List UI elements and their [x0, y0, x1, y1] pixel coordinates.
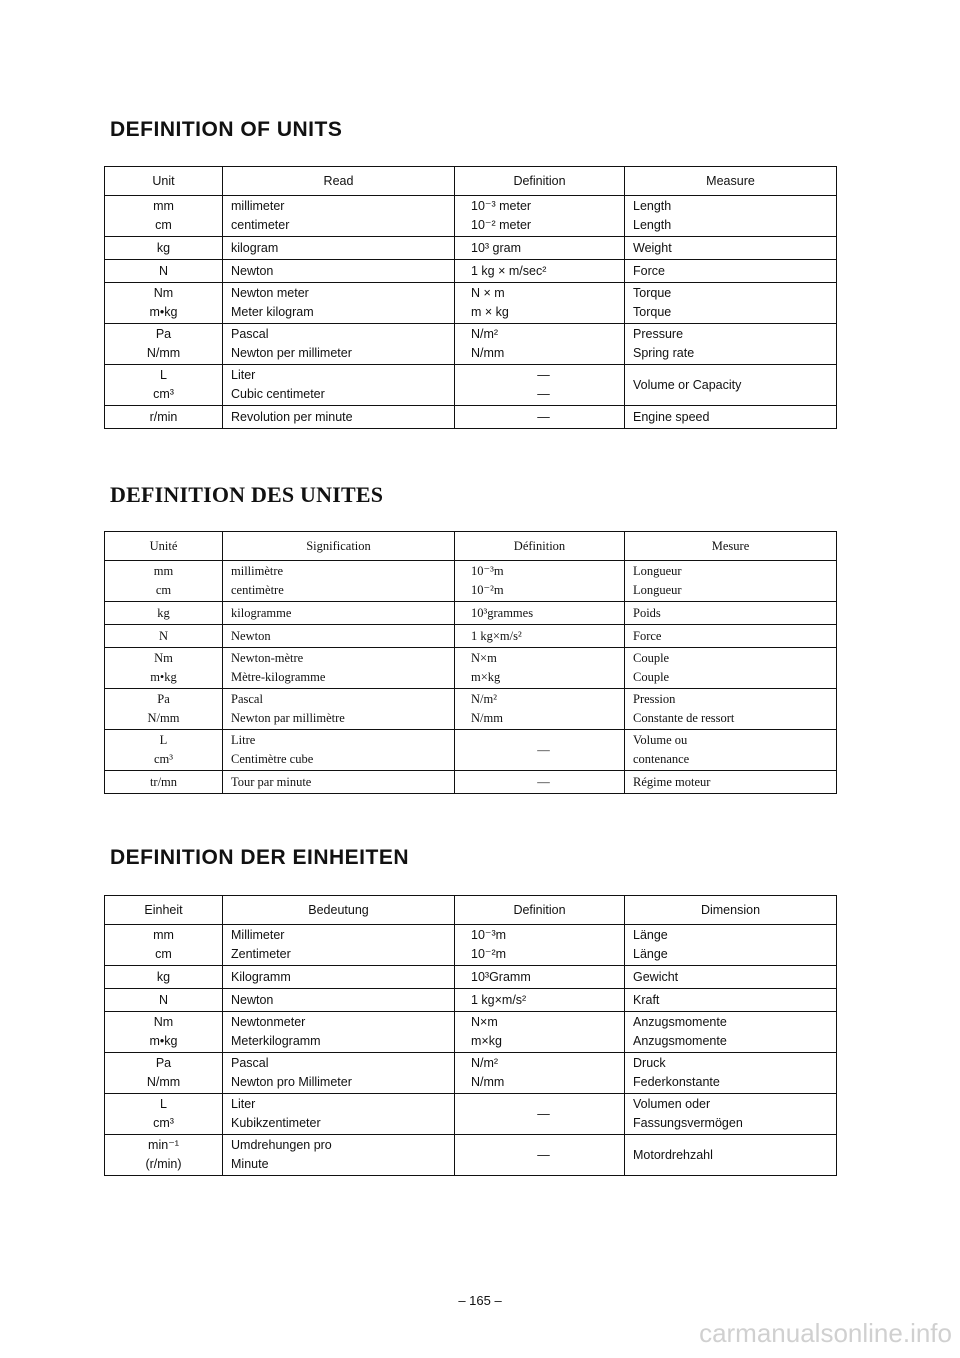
cell-read-line: Newton pro Millimeter: [231, 1075, 352, 1089]
cell-def-line: N/m²: [471, 1056, 499, 1070]
cell-read: [223, 771, 455, 794]
cell-measure: [625, 925, 837, 966]
cell-unit: [105, 237, 223, 260]
cell-unit-line: m•kg: [149, 305, 178, 319]
column-header: Unité: [105, 532, 223, 561]
cell-def: [455, 260, 625, 283]
cell-measure-line: Länge: [633, 928, 668, 942]
cell-unit-line: Pa: [155, 1056, 172, 1070]
cell-unit-line: cm³: [153, 1116, 174, 1130]
cell-read-line: Meterkilogramm: [231, 1034, 321, 1048]
cell-measure: [625, 730, 837, 771]
table-row: [105, 237, 837, 260]
cell-def-line: —: [537, 1147, 550, 1162]
cell-def-line: N × m: [471, 286, 505, 300]
cell-def-line: —: [537, 1106, 550, 1121]
cell-measure: [625, 283, 837, 324]
cell-measure-line: Volume or Capacity: [633, 377, 742, 392]
cell-read: [223, 625, 455, 648]
cell-unit-line: L: [160, 368, 167, 382]
cell-def: [455, 689, 625, 730]
cell-measure-line: Gewicht: [633, 969, 679, 984]
cell-unit: [105, 406, 223, 429]
column-header: Einheit: [105, 896, 223, 925]
cell-def-line: N/mm: [471, 346, 505, 360]
cell-unit: [105, 324, 223, 365]
cell-read-line: millimeter: [231, 199, 285, 213]
cell-unit-line: cm: [155, 218, 172, 232]
cell-measure-line: Couple: [633, 670, 670, 684]
cell-def: [455, 602, 625, 625]
cell-unit: [105, 625, 223, 648]
cell-unit: [105, 283, 223, 324]
cell-measure-line: Weight: [633, 240, 672, 255]
cell-unit: [105, 689, 223, 730]
section-title-de: DEFINITION DER EINHEITEN: [110, 846, 410, 869]
cell-measure: [625, 1135, 837, 1176]
cell-measure-line: Length: [633, 199, 672, 213]
cell-read: [223, 1053, 455, 1094]
cell-read-line: Mètre-kilogramme: [231, 670, 326, 684]
cell-measure-line: Constante de ressort: [633, 711, 735, 725]
page-number: – 165 –: [458, 1293, 502, 1308]
cell-def-line: —: [537, 368, 550, 382]
table-row: [105, 1053, 837, 1094]
table-row: [105, 730, 837, 771]
cell-def-line: 10³grammes: [471, 605, 534, 620]
cell-measure-line: Poids: [633, 605, 661, 620]
cell-read: [223, 283, 455, 324]
table-row: [105, 561, 837, 602]
cell-def-line: —: [537, 774, 550, 789]
cell-unit: [105, 1094, 223, 1135]
cell-measure-line: Length: [633, 218, 672, 232]
cell-measure: [625, 406, 837, 429]
cell-measure-line: Force: [633, 628, 662, 643]
cell-unit: [105, 730, 223, 771]
cell-unit: [105, 648, 223, 689]
cell-unit-line: cm: [155, 583, 172, 597]
cell-unit-line: L: [160, 1097, 167, 1111]
cell-def: [455, 561, 625, 602]
cell-unit: [105, 260, 223, 283]
cell-read-line: Kubikzentimeter: [231, 1116, 321, 1130]
column-header: Read: [223, 167, 455, 196]
cell-def: [455, 1094, 625, 1135]
cell-unit-line: mm: [153, 199, 174, 213]
cell-read-line: Newton: [231, 992, 274, 1007]
cell-unit-line: mm: [153, 564, 174, 578]
cell-read: [223, 324, 455, 365]
cell-read: [223, 1135, 455, 1176]
cell-read-line: Minute: [231, 1157, 269, 1171]
cell-unit-line: N/mm: [146, 346, 181, 360]
cell-unit-line: L: [159, 733, 168, 747]
cell-unit-line: Nm: [153, 1015, 174, 1029]
cell-unit: [105, 1012, 223, 1053]
cell-read-line: Pascal: [231, 692, 263, 706]
cell-def: [455, 406, 625, 429]
cell-read: [223, 406, 455, 429]
cell-measure-line: Pressure: [633, 327, 684, 341]
cell-measure-line: Torque: [633, 286, 672, 300]
table-row: [105, 689, 837, 730]
cell-def: [455, 625, 625, 648]
cell-measure: [625, 966, 837, 989]
cell-unit-line: Nm: [154, 651, 173, 665]
section-title-fr: DEFINITION DES UNITES: [110, 482, 384, 507]
cell-unit-line: (r/min): [145, 1157, 182, 1171]
cell-unit-line: N/mm: [146, 1075, 181, 1089]
cell-measure: [625, 1094, 837, 1135]
cell-read: [223, 730, 455, 771]
cell-def-line: N×m: [471, 651, 497, 665]
cell-read: [223, 925, 455, 966]
cell-read: [223, 365, 455, 406]
cell-def-line: 1 kg × m/sec²: [471, 263, 547, 278]
cell-def-line: 10⁻³m: [471, 564, 504, 578]
cell-def-line: 10³ gram: [471, 240, 522, 255]
cell-read-line: Cubic centimeter: [231, 387, 325, 401]
cell-read: [223, 1094, 455, 1135]
table-row: [105, 966, 837, 989]
cell-def-line: 10⁻² meter: [471, 218, 532, 232]
column-header: Signification: [223, 532, 455, 561]
cell-unit: [105, 561, 223, 602]
table-row: [105, 196, 837, 237]
cell-unit-line: m•kg: [150, 670, 177, 684]
table-row: [105, 283, 837, 324]
cell-def: [455, 237, 625, 260]
cell-read-line: Newton: [231, 263, 274, 278]
cell-def-line: 10⁻²m: [471, 583, 504, 597]
cell-measure-line: Anzugsmomente: [633, 1015, 727, 1029]
cell-measure: [625, 237, 837, 260]
column-header: Dimension: [625, 896, 837, 925]
cell-unit-line: m•kg: [149, 1034, 178, 1048]
cell-measure: [625, 625, 837, 648]
cell-measure-line: Anzugsmomente: [633, 1034, 727, 1048]
cell-def-line: 1 kg×m/s²: [471, 628, 522, 643]
cell-unit: [105, 966, 223, 989]
cell-measure: [625, 602, 837, 625]
cell-measure-line: Fassungsvermögen: [633, 1116, 743, 1130]
table-row: [105, 365, 837, 406]
cell-measure: [625, 260, 837, 283]
cell-def: [455, 730, 625, 771]
table-row: [105, 771, 837, 794]
table-row: [105, 1094, 837, 1135]
cell-read-line: millimètre: [231, 564, 284, 578]
cell-read-line: Newton meter: [231, 286, 309, 300]
cell-def-line: 10⁻³ meter: [471, 199, 532, 213]
cell-measure: [625, 989, 837, 1012]
table-row: [105, 602, 837, 625]
column-header: Definition: [455, 896, 625, 925]
cell-measure: [625, 648, 837, 689]
cell-def-line: 10³Gramm: [471, 969, 531, 984]
cell-def-line: —: [537, 742, 550, 757]
table-header-row: [105, 896, 837, 925]
cell-measure-line: Volumen oder: [633, 1097, 711, 1111]
cell-measure-line: Volume ou: [633, 733, 688, 747]
cell-read-line: Liter: [231, 368, 256, 382]
cell-unit-line: Pa: [157, 692, 170, 706]
cell-read-line: Pascal: [231, 327, 269, 341]
cell-def-line: N/m²: [471, 327, 499, 341]
cell-def-line: —: [537, 387, 550, 401]
cell-unit: [105, 602, 223, 625]
cell-def: [455, 925, 625, 966]
cell-measure-line: Motordrehzahl: [633, 1147, 713, 1162]
cell-read-line: Newtonmeter: [231, 1015, 306, 1029]
cell-measure: [625, 561, 837, 602]
cell-unit: [105, 771, 223, 794]
cell-def-line: N/mm: [471, 711, 503, 725]
cell-def-line: 10⁻³m: [471, 928, 507, 942]
cell-unit: [105, 196, 223, 237]
cell-def: [455, 989, 625, 1012]
cell-def-line: N×m: [471, 1015, 498, 1029]
cell-def: [455, 365, 625, 406]
cell-read-line: Tour par minute: [231, 774, 312, 789]
table-row: [105, 406, 837, 429]
cell-def: [455, 1053, 625, 1094]
column-header: Measure: [625, 167, 837, 196]
table-row: [105, 324, 837, 365]
cell-measure-line: Engine speed: [633, 409, 710, 424]
cell-measure-line: Spring rate: [633, 346, 695, 360]
cell-measure-line: Länge: [633, 947, 668, 961]
cell-def-line: m × kg: [471, 305, 509, 319]
cell-read: [223, 648, 455, 689]
cell-read-line: Pascal: [231, 1056, 269, 1070]
cell-read-line: kilogram: [231, 240, 279, 255]
watermark: carmanualsonline.info: [699, 1318, 952, 1348]
cell-read: [223, 1012, 455, 1053]
units-table-fr: [104, 531, 837, 794]
cell-measure-line: Longueur: [633, 564, 682, 578]
cell-read-line: Kilogramm: [231, 969, 291, 984]
section-title-en: DEFINITION OF UNITS: [110, 118, 343, 141]
cell-measure-line: Kraft: [633, 992, 660, 1007]
cell-unit: [105, 1053, 223, 1094]
column-header: Definition: [455, 167, 625, 196]
cell-unit-line: N/mm: [147, 711, 180, 725]
cell-def: [455, 196, 625, 237]
cell-measure-line: contenance: [633, 752, 690, 766]
cell-unit-line: N: [158, 263, 169, 278]
cell-def: [455, 1012, 625, 1053]
cell-read-line: Newton per millimeter: [231, 346, 352, 360]
cell-def-line: 1 kg×m/s²: [471, 992, 527, 1007]
cell-unit-line: N: [158, 992, 169, 1007]
cell-def-line: N/mm: [471, 1075, 505, 1089]
cell-read-line: Newton par millimètre: [231, 711, 345, 725]
cell-measure-line: Régime moteur: [633, 774, 711, 789]
column-header: Mesure: [625, 532, 837, 561]
cell-read-line: centimeter: [231, 218, 290, 232]
cell-def-line: —: [537, 409, 550, 424]
cell-read: [223, 966, 455, 989]
cell-read-line: Litre: [231, 733, 256, 747]
table-row: [105, 625, 837, 648]
cell-unit-line: cm³: [153, 752, 174, 766]
cell-read-line: Liter: [231, 1097, 256, 1111]
cell-unit-line: Pa: [155, 327, 172, 341]
cell-measure-line: Couple: [633, 651, 670, 665]
cell-unit-line: tr/mn: [149, 774, 178, 789]
cell-measure-line: Druck: [633, 1056, 666, 1070]
table-row: [105, 648, 837, 689]
cell-measure: [625, 365, 837, 406]
cell-read-line: kilogramme: [231, 605, 292, 620]
cell-measure: [625, 689, 837, 730]
units-table-de: [104, 895, 837, 1176]
cell-read-line: centimètre: [231, 583, 284, 597]
cell-def-line: 10⁻²m: [471, 947, 507, 961]
cell-unit: [105, 989, 223, 1012]
cell-measure: [625, 1053, 837, 1094]
cell-measure: [625, 1012, 837, 1053]
cell-read-line: Umdrehungen pro: [231, 1138, 332, 1152]
cell-read-line: Revolution per minute: [231, 409, 353, 424]
cell-read-line: Centimètre cube: [231, 752, 314, 766]
cell-def: [455, 771, 625, 794]
cell-read: [223, 237, 455, 260]
cell-unit: [105, 925, 223, 966]
cell-measure-line: Torque: [633, 305, 672, 319]
cell-measure-line: Force: [633, 263, 665, 278]
table-row: [105, 260, 837, 283]
cell-unit-line: cm³: [153, 387, 174, 401]
column-header: Unit: [105, 167, 223, 196]
cell-measure-line: Longueur: [633, 583, 682, 597]
cell-read-line: Meter kilogram: [231, 305, 314, 319]
cell-unit-line: r/min: [149, 409, 178, 424]
table-header-row: [105, 532, 837, 561]
cell-read: [223, 602, 455, 625]
cell-unit-line: kg: [156, 969, 171, 984]
cell-def: [455, 283, 625, 324]
table-row: [105, 989, 837, 1012]
cell-read-line: Newton-mètre: [231, 651, 304, 665]
cell-read-line: Newton: [231, 628, 271, 643]
cell-read: [223, 260, 455, 283]
table-header-row: [105, 167, 837, 196]
cell-read: [223, 196, 455, 237]
cell-measure-line: Federkonstante: [633, 1075, 720, 1089]
cell-read: [223, 989, 455, 1012]
cell-unit-line: kg: [157, 605, 170, 620]
cell-def-line: N/m²: [471, 692, 497, 706]
units-table-en: [104, 166, 837, 429]
cell-def-line: m×kg: [471, 670, 501, 684]
cell-def: [455, 324, 625, 365]
cell-measure-line: Pression: [633, 692, 676, 706]
cell-measure: [625, 771, 837, 794]
cell-unit-line: min⁻¹: [148, 1138, 179, 1152]
cell-unit-line: Nm: [153, 286, 174, 300]
cell-def: [455, 648, 625, 689]
cell-read: [223, 561, 455, 602]
cell-measure: [625, 324, 837, 365]
cell-def-line: m×kg: [471, 1034, 502, 1048]
cell-unit: [105, 365, 223, 406]
cell-unit-line: cm: [155, 947, 172, 961]
cell-unit-line: mm: [153, 928, 174, 942]
column-header: Définition: [455, 532, 625, 561]
cell-read-line: Millimeter: [231, 928, 285, 942]
table-row: [105, 1012, 837, 1053]
column-header: Bedeutung: [223, 896, 455, 925]
cell-unit-line: kg: [156, 240, 171, 255]
cell-unit-line: N: [158, 628, 169, 643]
cell-read-line: Zentimeter: [231, 947, 291, 961]
table-row: [105, 1135, 837, 1176]
cell-unit: [105, 1135, 223, 1176]
table-row: [105, 925, 837, 966]
cell-def: [455, 966, 625, 989]
cell-read: [223, 689, 455, 730]
cell-def: [455, 1135, 625, 1176]
cell-measure: [625, 196, 837, 237]
